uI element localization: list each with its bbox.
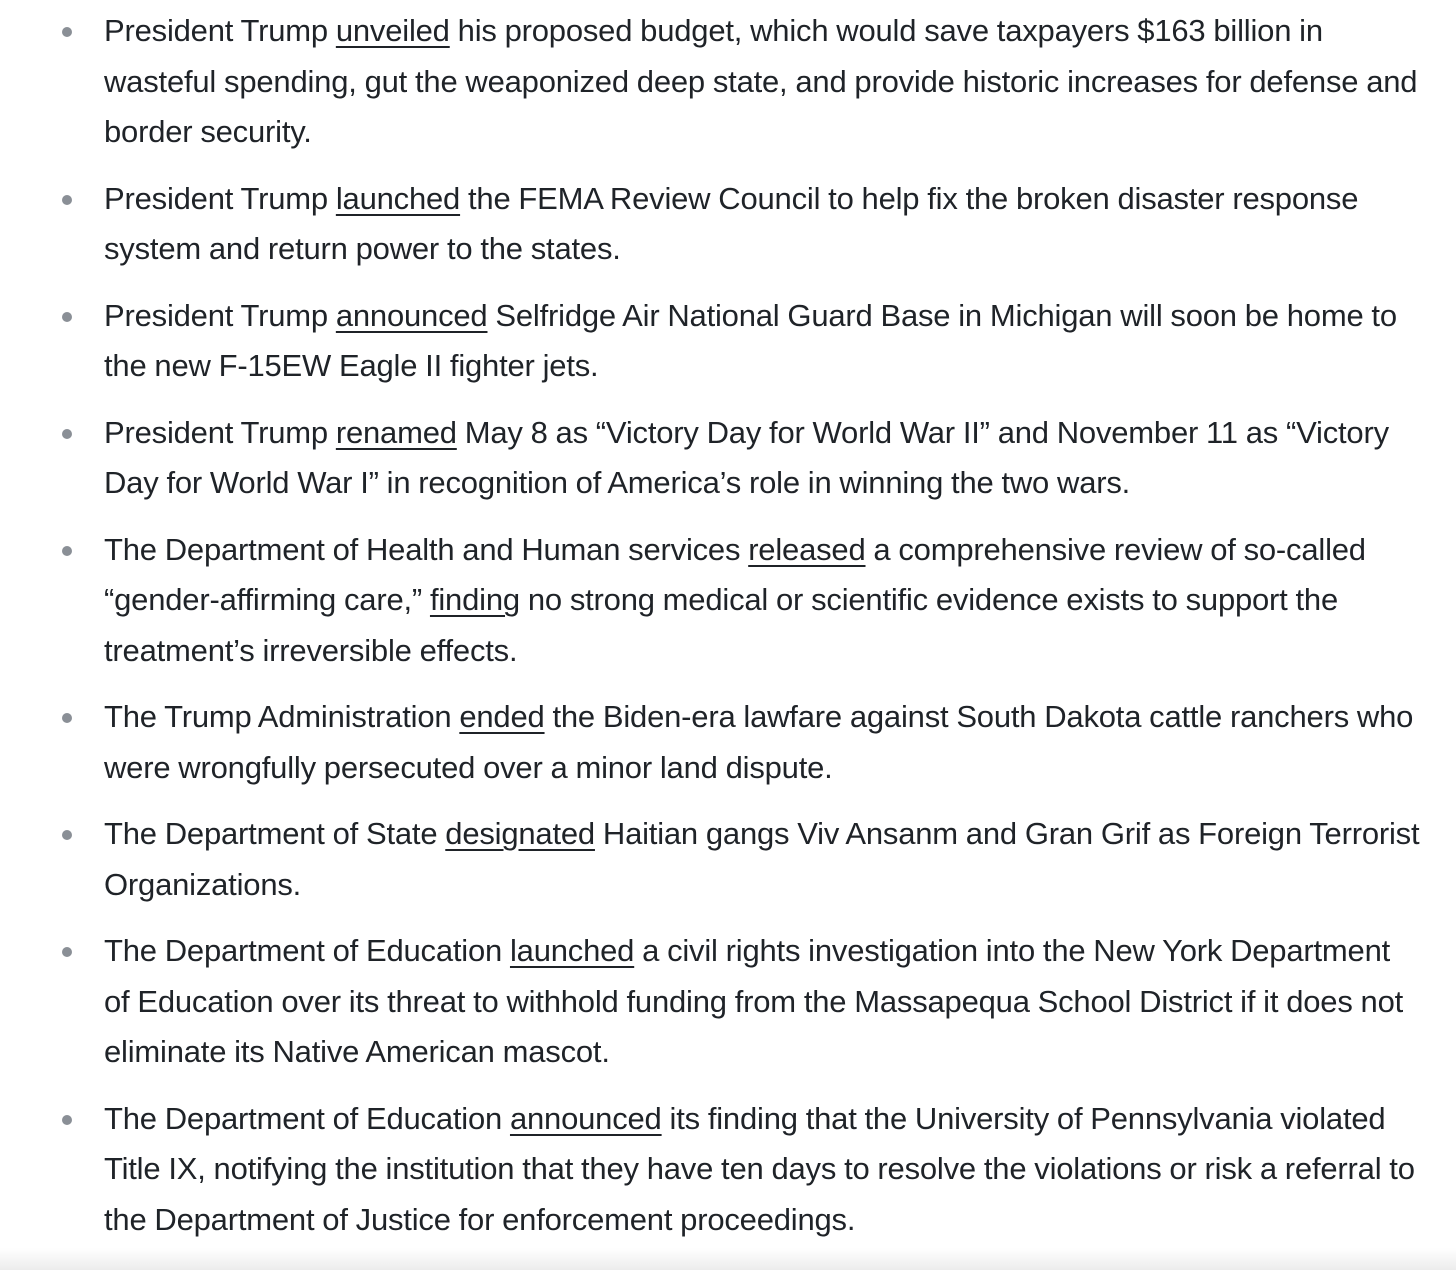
item-text: a comprehensive review of so-called “gender-affirming care,” (104, 531, 1366, 617)
item-text: its finding that the University of Pennsylvania violated Title IX, notifying the institution that they have ten days to resolve the violations or risk a referral to the Department of Justice for enforcement proceedings. (104, 1100, 1415, 1237)
bullet-icon (62, 27, 72, 37)
item-link[interactable]: renamed (335, 414, 457, 450)
item-text: no strong medical or scientific evidence exists to support the treatment’s irreversible effects. (104, 582, 1339, 668)
item-text: Haitian gangs Viv Ansanm and Gran Grif as Foreign Terrorist Organizations. (104, 816, 1420, 902)
bullet-icon (62, 312, 72, 322)
item-text: The Trump Administration (104, 699, 460, 734)
bottom-fade (0, 1248, 1456, 1270)
item-text: May 8 as “Victory Day for World War II” and November 11 as “Victory Day for World War I” in recognition of America’s role in winning the two wars. (104, 414, 1389, 500)
list-item (0, 926, 1456, 1078)
item-text: President Trump (104, 414, 336, 450)
bullet-list (0, 6, 1456, 1261)
list-item (0, 692, 1456, 793)
bullet-icon (62, 947, 72, 957)
item-text: The Department of Education (104, 1100, 510, 1136)
list-item (0, 1094, 1456, 1246)
bullet-icon (62, 830, 72, 840)
item-link[interactable]: released (748, 531, 866, 567)
item-text: The Department of Education (104, 933, 510, 968)
item-link[interactable]: launched (335, 180, 461, 216)
item-link[interactable]: designated (445, 816, 595, 851)
bullet-icon (62, 195, 72, 205)
list-item (0, 6, 1456, 158)
item-link[interactable]: announced (335, 297, 488, 333)
list-item (0, 291, 1456, 392)
item-text: Selfridge Air National Guard Base in Michigan will soon be home to the new F-15EW Eagle II fighter jets. (104, 297, 1397, 383)
item-text: President Trump (104, 13, 336, 48)
item-text: President Trump (104, 180, 336, 216)
bullet-icon (62, 429, 72, 439)
list-item (0, 174, 1456, 275)
item-link[interactable]: unveiled (335, 13, 450, 48)
bullet-icon (62, 1115, 72, 1125)
list-item (0, 408, 1456, 509)
bullet-icon (62, 713, 72, 723)
item-text: a civil rights investigation into the New York Department of Education over its threat to withhold funding from the Massapequa School District if it does not eliminate its Native American mascot. (104, 933, 1404, 1069)
list-item (0, 525, 1456, 677)
item-text: the FEMA Review Council to help fix the broken disaster response system and return power to the states. (104, 180, 1359, 266)
bullet-icon (62, 546, 72, 556)
item-link[interactable]: finding (429, 582, 520, 617)
item-text: President Trump (104, 297, 336, 333)
list-item (0, 809, 1456, 910)
item-text: the Biden-era lawfare against South Dakota cattle ranchers who were wrongfully persecuted over a minor land dispute. (104, 699, 1414, 785)
item-text: The Department of Health and Human services (104, 531, 749, 567)
item-text: The Department of State (104, 816, 446, 851)
item-text: his proposed budget, which would save taxpayers $163 billion in wasteful spending, gut the weaponized deep state, and provide historic increases for defense and border security. (104, 13, 1418, 149)
item-link[interactable]: announced (509, 1100, 662, 1136)
item-link[interactable]: launched (509, 933, 635, 968)
item-link[interactable]: ended (459, 699, 545, 734)
